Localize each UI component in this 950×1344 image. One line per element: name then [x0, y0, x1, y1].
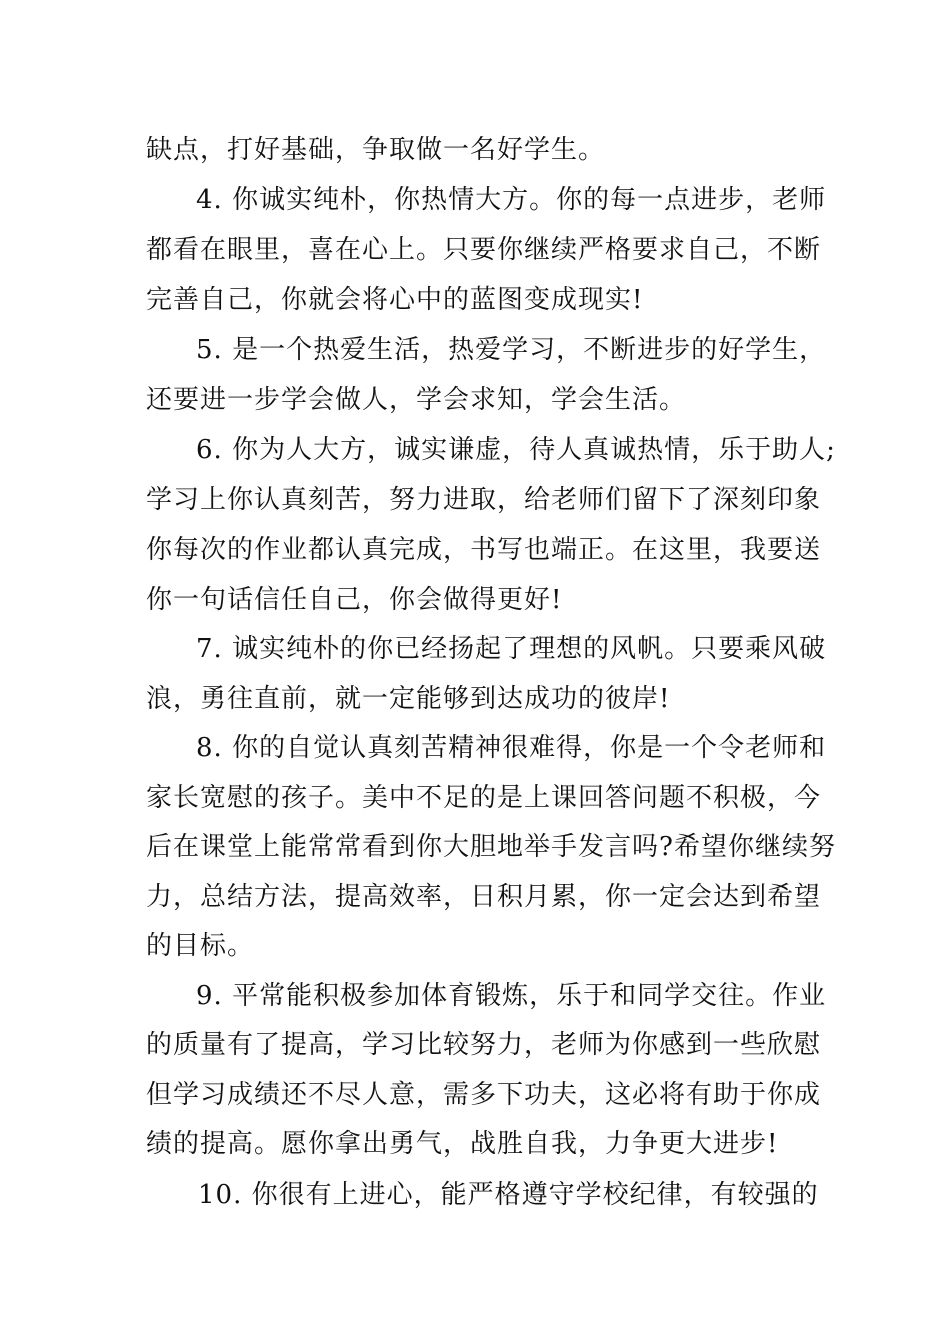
text-line: 完善自己，你就会将心中的蓝图变成现实! — [146, 285, 644, 315]
text-line: 家长宽慰的孩子。美中不足的是上课回答问题不积极，今 — [146, 783, 822, 813]
text-line: 都看在眼里，喜在心上。只要你继续严格要求自己，不断 — [146, 235, 822, 265]
text-line: 6. 你为人大方，诚实谦虚，待人真诚热情，乐于助人; — [196, 435, 836, 465]
text-line: 你每次的作业都认真完成，书写也端正。在这里，我要送 — [146, 535, 822, 565]
text-line: 4. 你诚实纯朴，你热情大方。你的每一点进步，老师 — [196, 185, 827, 215]
text-line: 浪，勇往直前，就一定能够到达成功的彼岸! — [146, 684, 671, 714]
text-line: 后在课堂上能常常看到你大胆地举手发言吗?希望你继续努 — [146, 832, 836, 862]
text-line: 绩的提高。愿你拿出勇气，战胜自我，力争更大进步! — [146, 1129, 779, 1159]
text-line: 10. 你很有上进心，能严格遵守学校纪律，有较强的 — [198, 1180, 819, 1210]
text-line: 还要进一步学会做人，学会求知，学会生活。 — [146, 385, 687, 415]
text-line: 9. 平常能积极参加体育锻炼，乐于和同学交往。作业 — [196, 981, 827, 1011]
text-line: 缺点，打好基础，争取做一名好学生。 — [146, 135, 606, 165]
text-line: 你一句话信任自己，你会做得更好! — [146, 585, 563, 615]
text-line: 5. 是一个热爱生活，热爱学习，不断进步的好学生， — [196, 335, 827, 365]
text-line: 力，总结方法，提高效率，日积月累，你一定会达到希望 — [146, 882, 822, 912]
text-line: 的质量有了提高，学习比较努力，老师为你感到一些欣慰 — [146, 1030, 822, 1060]
text-line: 的目标。 — [146, 931, 255, 961]
text-line: 8. 你的自觉认真刻苦精神很难得，你是一个令老师和 — [196, 733, 827, 763]
text-line: 但学习成绩还不尽人意，需多下功夫，这必将有助于你成 — [146, 1080, 822, 1110]
text-line: 7. 诚实纯朴的你已经扬起了理想的风帆。只要乘风破 — [196, 634, 827, 664]
text-line: 学习上你认真刻苦，努力进取，给老师们留下了深刻印象 — [146, 485, 822, 515]
